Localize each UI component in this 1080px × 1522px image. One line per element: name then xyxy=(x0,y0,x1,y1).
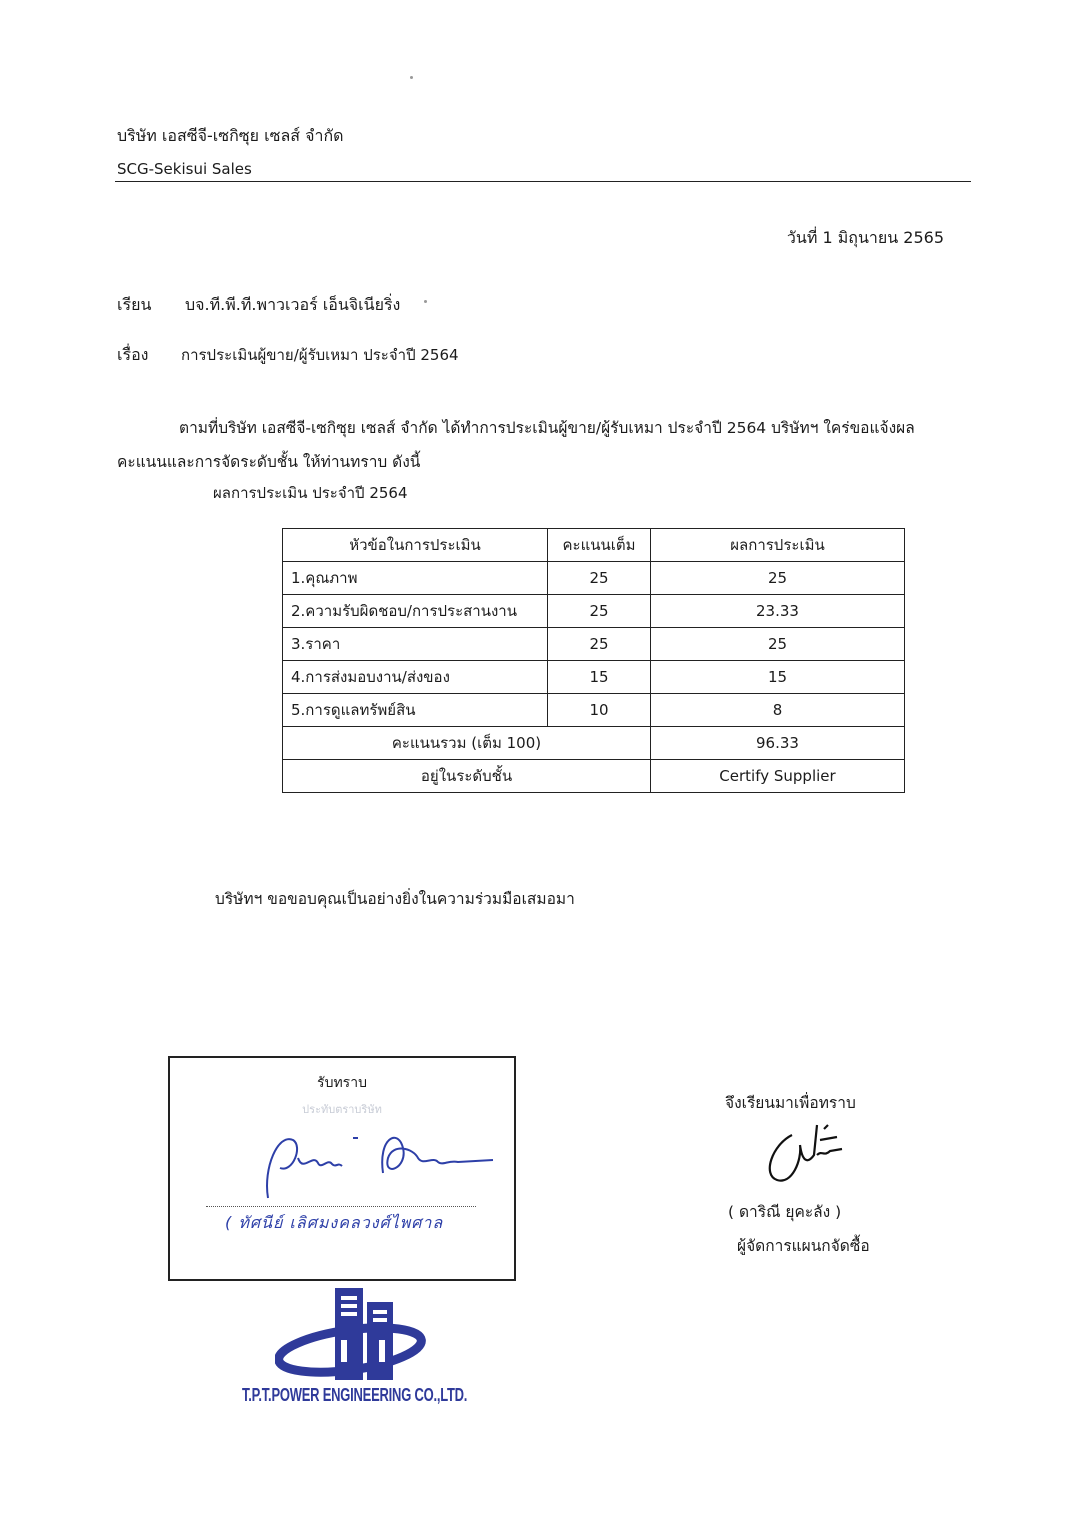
table-row xyxy=(283,661,905,694)
signer-position: ผู้จัดการแผนกจัดซื้อ xyxy=(737,1237,870,1255)
row-full-score: 25 xyxy=(548,595,651,628)
signer-name: ( ดาริณี ยุคะลัง ) xyxy=(728,1203,842,1221)
closing-text: จึงเรียนมาเพื่อทราบ xyxy=(725,1094,856,1112)
subject-label: เรื่อง xyxy=(117,345,149,364)
row-result: 8 xyxy=(651,694,905,727)
body-paragraph: ตามที่บริษัท เอสซีจี-เซกิซุย เซลส์ จำกัด ได้ทำการประเมินผู้ขาย/ผู้รับเหมา ประจำปี 2564 บริษัทฯ ใคร่ขอแจ้งผลคะแนนและการจัดระดับชั้น ให้ท่านทราบ ดังนี้ xyxy=(117,419,915,471)
level-label: อยู่ในระดับชั้น xyxy=(283,760,651,793)
table-row xyxy=(283,595,905,628)
row-result: 25 xyxy=(651,628,905,661)
header-full-score: คะแนนเต็ม xyxy=(548,529,651,562)
acknowledgement-signature xyxy=(258,1128,498,1208)
sender-signature xyxy=(762,1115,862,1195)
acknowledgement-faint-text: ประทับตราบริษัท xyxy=(302,1103,382,1116)
total-row xyxy=(283,727,905,760)
header-divider xyxy=(115,181,971,182)
evaluation-table xyxy=(282,528,905,793)
to-label: เรียน xyxy=(117,295,152,314)
total-value: 96.33 xyxy=(651,727,905,760)
scan-speck xyxy=(410,76,413,79)
total-label: คะแนนรวม (เต็ม 100) xyxy=(283,727,651,760)
acknowledgement-box xyxy=(168,1056,516,1281)
row-topic: 3.ราคา xyxy=(283,628,548,661)
scan-speck xyxy=(424,300,427,303)
level-row xyxy=(283,760,905,793)
acknowledgement-handwritten-name: ( ทัศนีย์ เลิศมงคลวงศ์ไพศาล xyxy=(225,1213,444,1232)
company-logo xyxy=(275,1280,465,1390)
row-result: 25 xyxy=(651,562,905,595)
company-name-thai: บริษัท เอสซีจี-เซกิซุย เซลส์ จำกัด xyxy=(117,126,344,145)
row-result: 15 xyxy=(651,661,905,694)
row-topic: 1.คุณภาพ xyxy=(283,562,548,595)
row-full-score: 25 xyxy=(548,562,651,595)
row-result: 23.33 xyxy=(651,595,905,628)
table-row xyxy=(283,694,905,727)
company-logo-text: T.P.T.POWER ENGINEERING CO.,LTD. xyxy=(242,1385,468,1405)
header-result: ผลการประเมิน xyxy=(651,529,905,562)
row-topic: 2.ความรับผิดชอบ/การประสานงาน xyxy=(283,595,548,628)
thanks-text: บริษัทฯ ขอขอบคุณเป็นอย่างยิ่งในความร่วมมือเสมอมา xyxy=(215,890,575,908)
company-name-english: SCG-Sekisui Sales xyxy=(117,160,252,178)
signature-dotted-line xyxy=(206,1206,476,1207)
results-heading: ผลการประเมิน ประจำปี 2564 xyxy=(213,484,408,502)
row-full-score: 25 xyxy=(548,628,651,661)
table-header-row xyxy=(283,529,905,562)
level-value: Certify Supplier xyxy=(651,760,905,793)
header-topic: หัวข้อในการประเมิน xyxy=(283,529,548,562)
table-row xyxy=(283,562,905,595)
letter-date: วันที่ 1 มิถุนายน 2565 xyxy=(786,228,944,247)
to-value: บจ.ที.พี.ที.พาวเวอร์ เอ็นจิเนียริ่ง xyxy=(185,295,401,314)
row-topic: 5.การดูแลทรัพย์สิน xyxy=(283,694,548,727)
subject-value: การประเมินผู้ขาย/ผู้รับเหมา ประจำปี 2564 xyxy=(181,346,459,364)
table-row xyxy=(283,628,905,661)
row-topic: 4.การส่งมอบงาน/ส่งของ xyxy=(283,661,548,694)
row-full-score: 15 xyxy=(548,661,651,694)
acknowledgement-title: รับทราบ xyxy=(317,1075,367,1091)
row-full-score: 10 xyxy=(548,694,651,727)
